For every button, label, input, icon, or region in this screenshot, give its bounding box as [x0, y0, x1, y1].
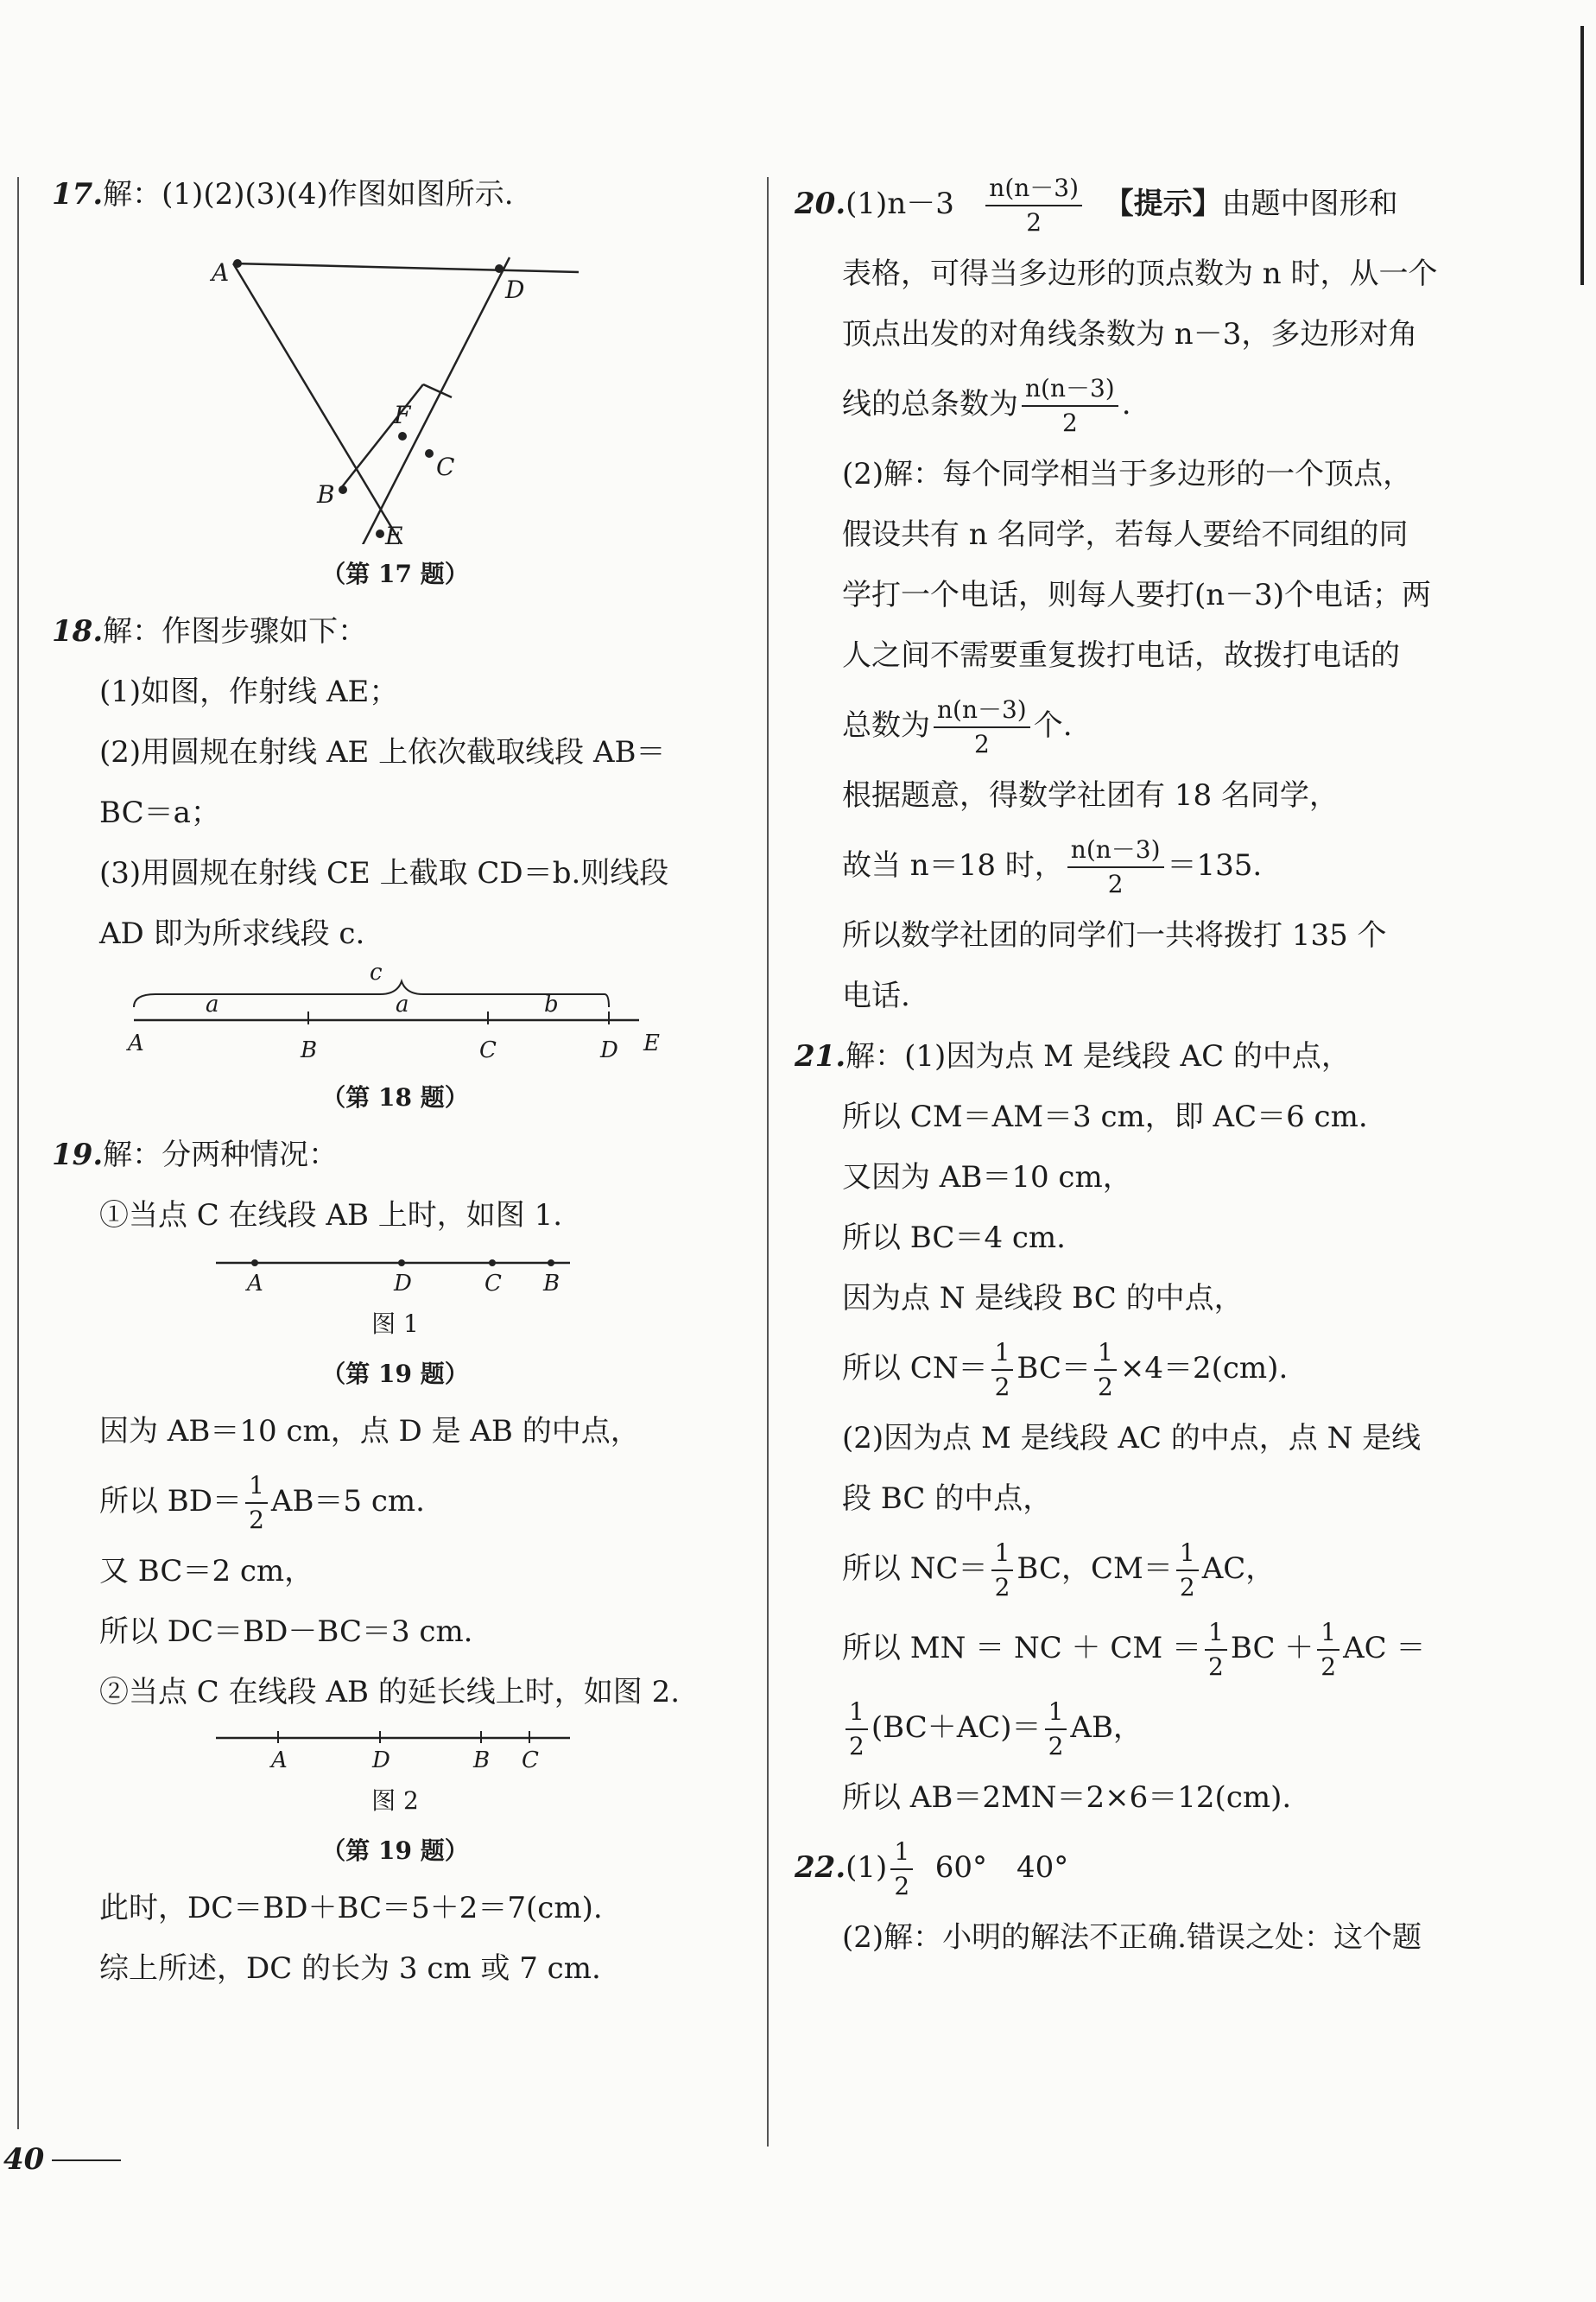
q18-label-E: E — [643, 1031, 660, 1056]
column-divider — [767, 177, 769, 2147]
page-number: 40 — [3, 2142, 45, 2177]
q18-label-A: A — [128, 1031, 144, 1056]
q18-line-4: (3)用圆规在射线 CE 上截取 CD＝b.则线段 — [99, 856, 669, 891]
fraction-n-n-3: $\frac{n(n-3)}{2}$ — [1067, 834, 1164, 901]
q18-label-B: B — [301, 1037, 318, 1063]
q19-fig1-label: 图 1 — [371, 1310, 419, 1338]
q19-fig2-B: B — [473, 1747, 491, 1773]
q19-figure-1 — [52, 1246, 738, 1297]
q21-line-ab: $\frac{1}{2}$ (BC＋AC)＝ $\frac{1}{2}$ AB， — [795, 1688, 1503, 1767]
q19-fig1-B: B — [543, 1271, 560, 1297]
q18-label-a1: a — [206, 992, 219, 1018]
q21-line-cn: 所以 CN＝ $\frac{1}{2}$ BC＝ $\frac{1}{2}$ ×4＝2(cm). — [795, 1329, 1503, 1408]
hint-label: 【提示】 — [1104, 187, 1222, 221]
q19-line-dc: 所以 DC＝BD－BC＝3 cm. — [99, 1614, 473, 1649]
q17-label-c: C — [436, 453, 455, 481]
q21-number: 21. — [795, 1039, 846, 1074]
q20-line-4: 假设共有 n 名同学，若每人要给不同组的同 — [842, 517, 1409, 552]
q18-figure — [52, 964, 738, 1068]
q19-fig2-D: D — [372, 1747, 390, 1773]
q19-line-bd: 所以 BD＝ $\frac{1}{2}$ AB＝5 cm. — [52, 1462, 738, 1541]
q19-number: 19. — [52, 1138, 104, 1172]
q21-line-3: 所以 BC＝4 cm. — [842, 1221, 1066, 1255]
q20-line-2: 顶点出发的对角线条数为 n－3，多边形对角 — [842, 317, 1418, 352]
fraction-half: $\frac{1}{2}$ — [1094, 1336, 1117, 1404]
q19-line-case2: ②当点 C 在线段 AB 的延长线上时，如图 2. — [99, 1675, 681, 1709]
q21-line-6: 段 BC 的中点， — [842, 1481, 1053, 1516]
q20-line-club: 根据题意，得数学社团有 18 名同学， — [842, 778, 1339, 813]
q21-line-mn: 所以 MN ＝ NC ＋ CM ＝ $\frac{1}{2}$ BC ＋ $\frac{1}{2}$ AC ＝ — [795, 1608, 1503, 1688]
q17-caption: （第 17 题） — [321, 560, 469, 588]
left-margin-rule — [17, 177, 19, 2129]
fraction-half: $\frac{1}{2}$ — [991, 1537, 1014, 1604]
q22-number: 22. — [795, 1850, 846, 1885]
q19-fig1-C: C — [484, 1271, 502, 1297]
page-edge-mark — [1580, 26, 1584, 285]
q17-label-d: D — [505, 276, 525, 304]
q19-line-1: ①当点 C 在线段 AB 上时，如图 1. — [99, 1198, 563, 1233]
q18-number: 18. — [52, 614, 104, 649]
fraction-n-n-3: $\frac{n(n-3)}{2}$ — [985, 172, 1082, 239]
fraction-half: $\frac{1}{2}$ — [846, 1696, 868, 1763]
q18-line-5: AD 即为所求线段 c. — [99, 916, 365, 951]
q19-fig2-C: C — [522, 1747, 539, 1773]
q18-label-C: C — [479, 1037, 497, 1063]
q19-line-conclusion: 综上所述，DC 的长为 3 cm 或 7 cm. — [99, 1951, 601, 1986]
fraction-half: $\frac{1}{2}$ — [890, 1836, 913, 1903]
q20-line-1: 表格，可得当多边形的顶点数为 n 时，从一个 — [842, 257, 1438, 291]
q21-line-0: 21.解：(1)因为点 M 是线段 AC 的中点， — [795, 1039, 1351, 1074]
fraction-half: $\frac{1}{2}$ — [245, 1469, 268, 1537]
q21-line-final: 所以 AB＝2MN＝2×6＝12(cm). — [842, 1780, 1292, 1815]
q17-label-b: B — [317, 480, 335, 509]
q17-number: 17. — [52, 177, 104, 212]
q20-line-total: 线的总条数为 $\frac{n(n-3)}{2}$ . — [795, 365, 1503, 444]
q18-caption: （第 18 题） — [321, 1083, 469, 1112]
fraction-half: $\frac{1}{2}$ — [1317, 1616, 1340, 1684]
q20-line-5: 学打一个电话，则每人要打(n－3)个电话；两 — [842, 578, 1432, 612]
q20-line-calls: 总数为 $\frac{n(n-3)}{2}$ 个. — [795, 686, 1503, 765]
q20-line-6: 人之间不需要重复拨打电话，故拨打电话的 — [842, 638, 1400, 673]
q19-line-0: 19.解：分两种情况： — [52, 1138, 339, 1172]
q20-line-3: (2)解：每个同学相当于多边形的一个顶点， — [842, 457, 1413, 491]
q19-line-bc: 又 BC＝2 cm， — [99, 1554, 314, 1589]
fraction-n-n-3: $\frac{n(n-3)}{2}$ — [934, 694, 1030, 761]
q18-label-D: D — [600, 1037, 618, 1063]
q20-line-7: 所以数学社团的同学们一共将拨打 135 个 — [842, 918, 1387, 953]
fraction-half: $\frac{1}{2}$ — [1176, 1537, 1199, 1604]
q19-fig2-label: 图 2 — [371, 1786, 419, 1815]
q18-label-c-top: c — [370, 964, 383, 986]
q19-line-then: 此时，DC＝BD＋BC＝5＋2＝7(cm). — [99, 1891, 603, 1925]
q22-line-0: 22.(1) $\frac{1}{2}$ 60° 40° — [795, 1828, 1503, 1907]
fraction-half: $\frac{1}{2}$ — [1045, 1696, 1067, 1763]
q20-line-calc: 故当 n＝18 时， $\frac{n(n-3)}{2}$ ＝135. — [795, 826, 1503, 905]
q19-fig1-A: A — [247, 1271, 263, 1297]
q18-label-b: b — [544, 992, 559, 1018]
q19-line-ab: 因为 AB＝10 cm，点 D 是 AB 的中点， — [99, 1414, 640, 1449]
q17-figure — [52, 225, 738, 544]
fraction-half: $\frac{1}{2}$ — [1205, 1616, 1227, 1684]
q19-caption-2: （第 19 题） — [321, 1836, 469, 1865]
q19-caption-1: （第 19 题） — [321, 1360, 469, 1388]
q19-figure-2 — [52, 1722, 738, 1774]
q18-line-0: 18.解：作图步骤如下： — [52, 614, 368, 649]
q18-line-1: (1)如图，作射线 AE； — [99, 675, 399, 709]
q17-label-f: F — [394, 401, 411, 429]
q18-line-2: (2)用圆规在射线 AE 上依次截取线段 AB＝ — [99, 735, 666, 770]
q19-fig2-A: A — [271, 1747, 288, 1773]
q17-label-a: A — [212, 258, 230, 287]
q20-number: 20. — [795, 187, 846, 221]
q19-fig1-D: D — [394, 1271, 412, 1297]
q17-label-e: E — [385, 522, 403, 544]
q21-line-nc: 所以 NC＝ $\frac{1}{2}$ BC，CM＝ $\frac{1}{2}$ AC， — [795, 1529, 1503, 1608]
q18-line-3: BC＝a； — [99, 796, 220, 830]
q21-line-2: 又因为 AB＝10 cm， — [842, 1160, 1132, 1195]
q21-line-1: 所以 CM＝AM＝3 cm，即 AC＝6 cm. — [842, 1100, 1368, 1134]
q20-line-8: 电话. — [842, 979, 910, 1013]
page-number-decoration — [52, 2159, 121, 2161]
right-column — [795, 164, 1503, 1968]
q22-line-1: (2)解：小明的解法不正确.错误之处：这个题 — [842, 1920, 1422, 1955]
q17-text: 17.解：(1)(2)(3)(4)作图如图所示. — [52, 177, 514, 212]
fraction-half: $\frac{1}{2}$ — [991, 1336, 1014, 1404]
fraction-n-n-3: $\frac{n(n-3)}{2}$ — [1022, 372, 1118, 440]
q20-line-0: 20.(1)n－3 $\frac{n(n-3)}{2}$ 【提示】由题中图形和 — [795, 164, 1503, 244]
left-column — [52, 164, 738, 1999]
q18-label-a2: a — [396, 992, 409, 1018]
q21-line-5: (2)因为点 M 是线段 AC 的中点，点 N 是线 — [842, 1421, 1422, 1455]
q21-line-4: 因为点 N 是线段 BC 的中点， — [842, 1281, 1244, 1316]
